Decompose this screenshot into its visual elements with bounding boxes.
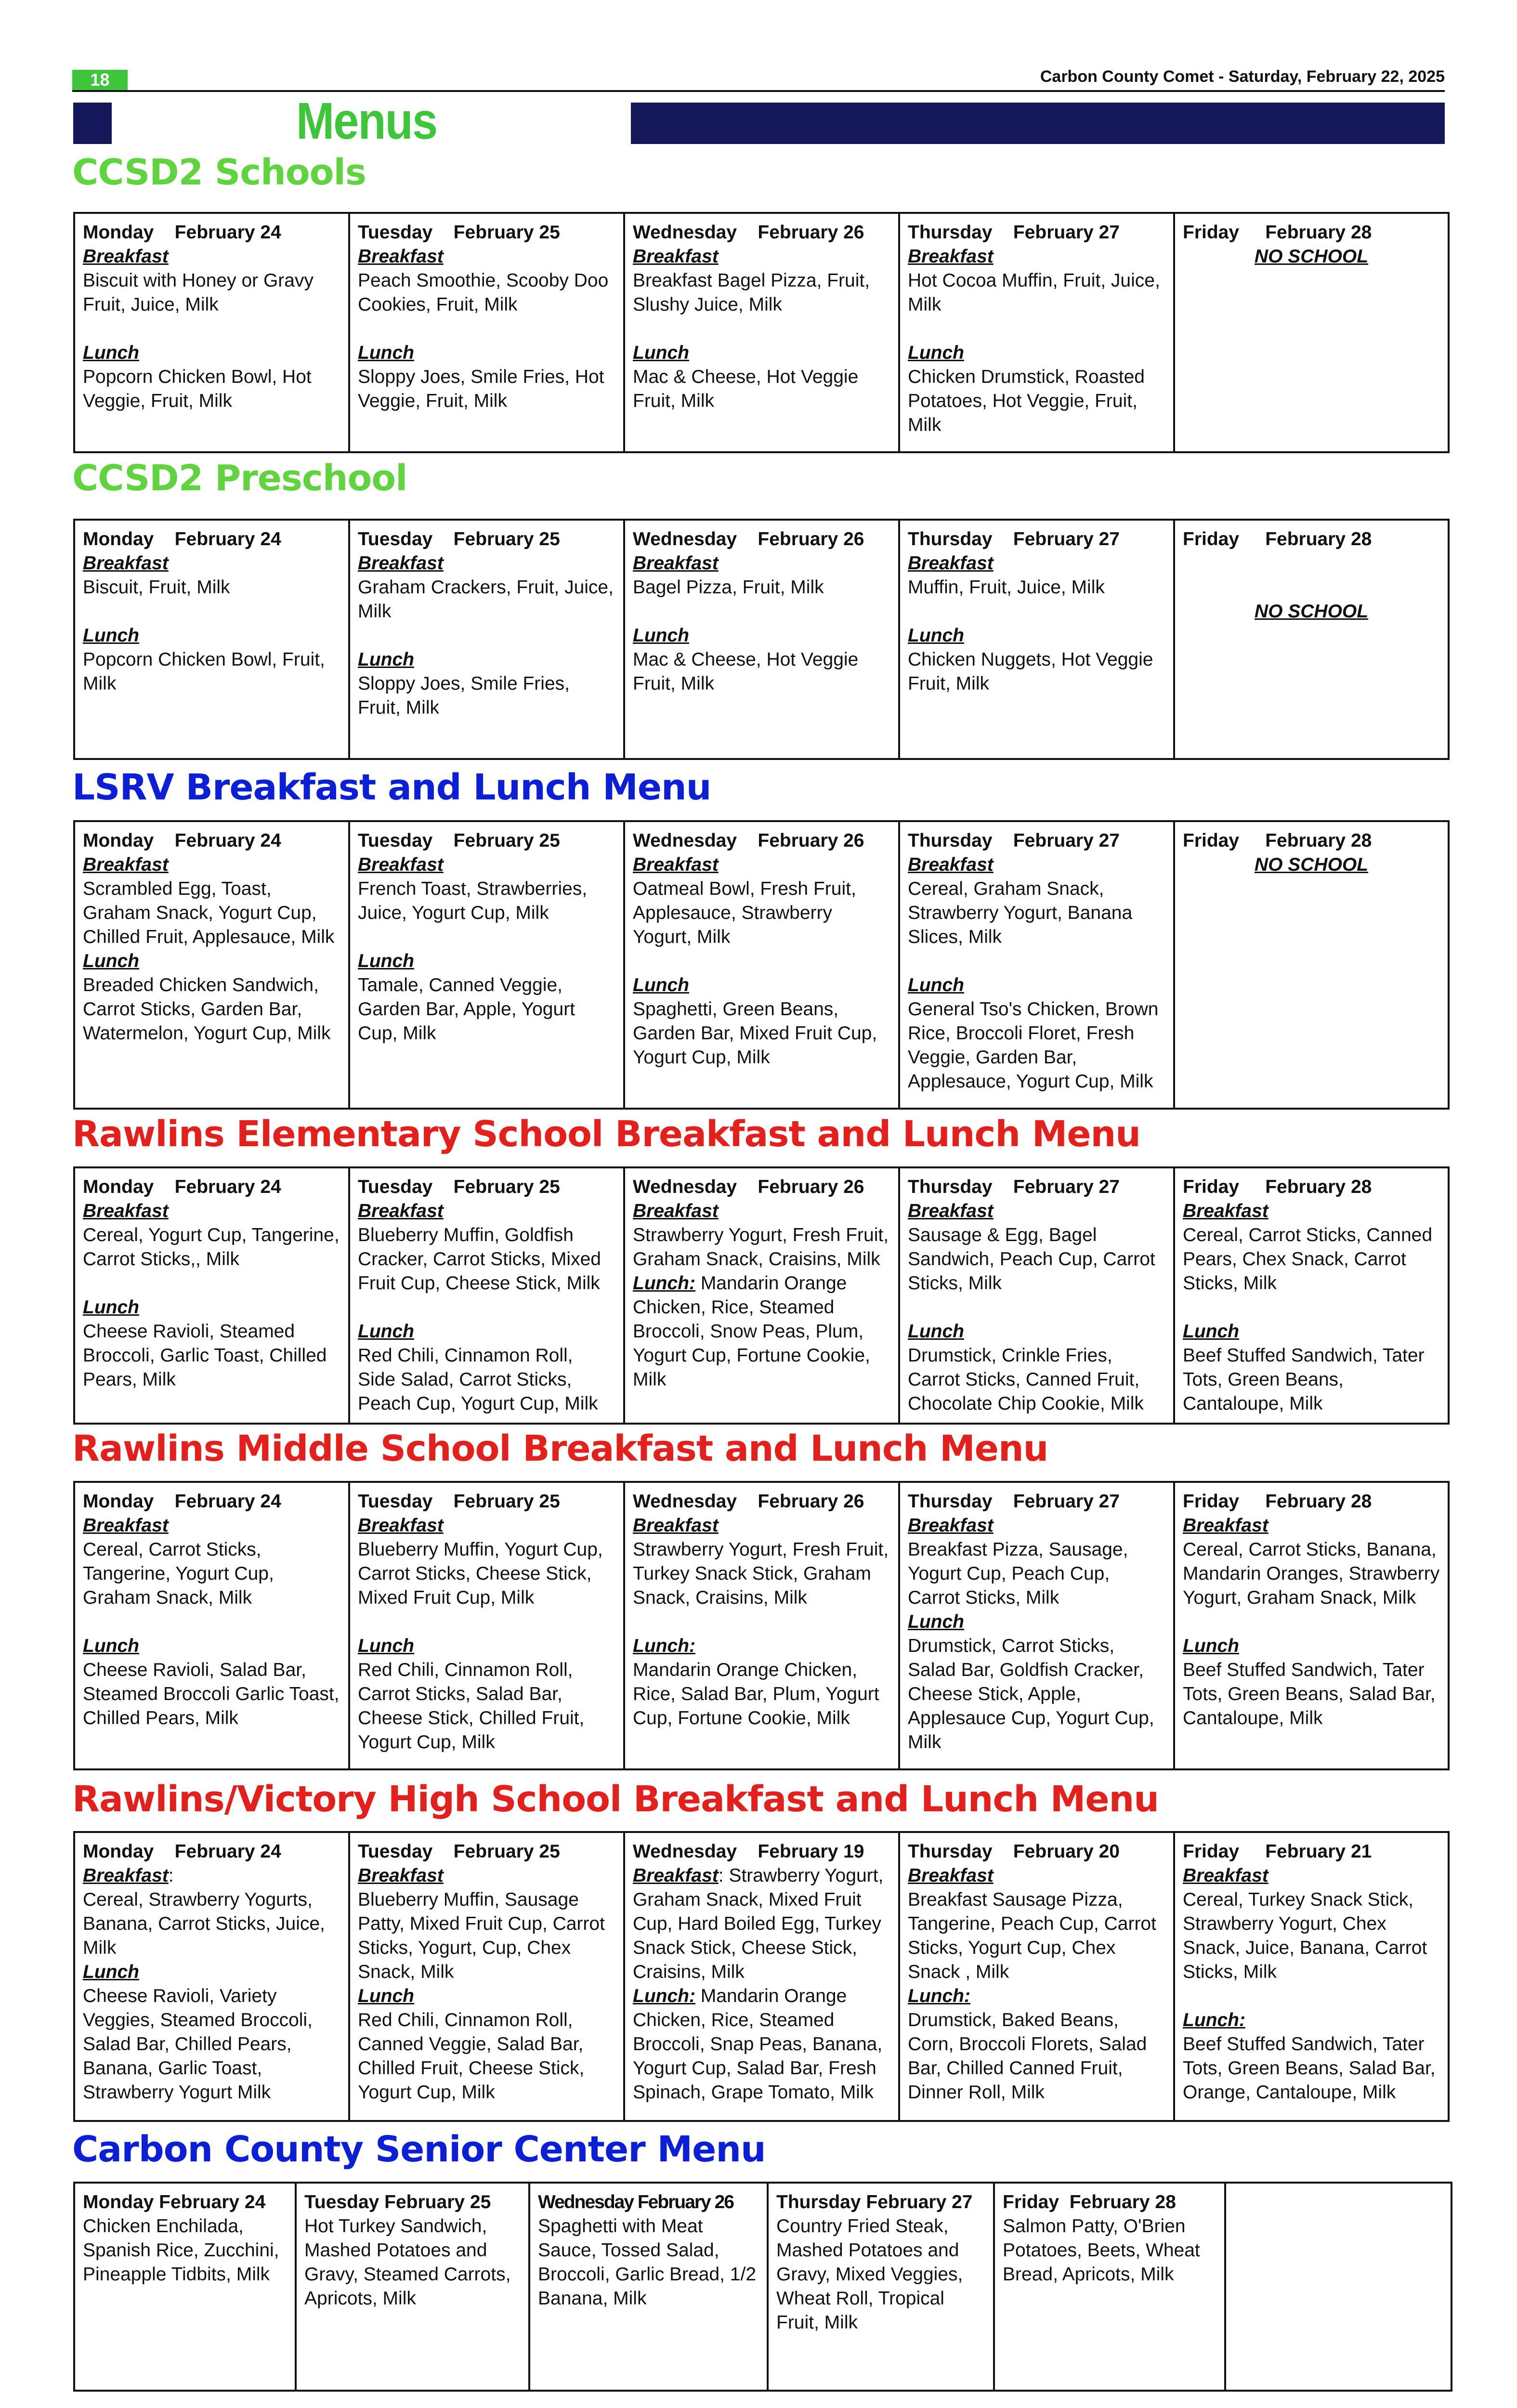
- breakfast-label: Breakfast: [358, 1201, 444, 1221]
- day-cell: [1174, 213, 1449, 452]
- day-header: Tuesday February 25: [304, 2192, 491, 2212]
- breakfast-label-line: [83, 1864, 340, 1888]
- breakfast-label: Breakfast: [633, 246, 719, 267]
- lunch-label: Lunch: [908, 342, 964, 363]
- menu-table-ccsd2-schools: [73, 212, 1450, 453]
- lunch-label: Lunch: [83, 1297, 139, 1318]
- lunch-items: Beef Stuffed Sandwich, Tater Tots, Green Beans, Salad Bar, Cantaloupe, Milk: [1183, 1660, 1436, 1728]
- breakfast-label: Breakfast: [908, 553, 994, 574]
- lunch-items: Mandarin Orange Chicken, Rice, Steamed Broccoli, Snap Peas, Banana, Yogurt Cup, Salad Bar, Fresh Spinach, Grape Tomato, Milk: [633, 1986, 883, 2103]
- day-cell: [624, 1167, 899, 1424]
- breakfast-label: Breakfast: [83, 1865, 169, 1886]
- breakfast-label: Breakfast: [633, 854, 719, 875]
- lunch-label: Lunch:: [633, 1636, 695, 1656]
- menu-table-lsrv: [73, 820, 1450, 1110]
- day-cell: [1174, 821, 1449, 1109]
- day-cell: [624, 213, 899, 452]
- breakfast-items: Biscuit, Fruit, Milk: [83, 577, 230, 598]
- lunch-label: Lunch: [358, 649, 414, 670]
- breakfast-items: Cereal, Yogurt Cup, Tangerine, Carrot Sticks,, Milk: [83, 1225, 340, 1269]
- lunch-items: Mac & Cheese, Hot Veggie Fruit, Milk: [633, 649, 859, 694]
- day-cell: [349, 1832, 624, 2121]
- breakfast-items: Cereal, Carrot Sticks, Banana, Mandarin Oranges, Strawberry Yogurt, Graham Snack, Milk: [1183, 1539, 1440, 1608]
- lunch-items: Popcorn Chicken Bowl, Fruit, Milk: [83, 649, 325, 694]
- day-cell: [349, 1482, 624, 1769]
- breakfast-items: Cereal, Carrot Sticks, Canned Pears, Chex Snack, Carrot Sticks, Milk: [1183, 1225, 1433, 1294]
- day-cell: [899, 1482, 1174, 1769]
- day-cell: [768, 2183, 994, 2391]
- day-cell: [899, 1167, 1174, 1424]
- lunch-label: Lunch:: [1183, 2010, 1245, 2030]
- day-cell: [349, 213, 624, 452]
- day-header: Thursday February 27: [776, 2192, 973, 2212]
- breakfast-items: Breakfast Bagel Pizza, Fruit, Slushy Juice, Milk: [633, 270, 870, 315]
- lunch-label: Lunch: [633, 975, 689, 995]
- section-title-ccsd2-schools: CCSD2 Schools: [72, 152, 366, 193]
- title-block-left: [73, 103, 112, 144]
- menu-items: Spaghetti with Meat Sauce, Tossed Salad, Broccoli, Garlic Bread, 1/2 Banana, Milk: [538, 2216, 757, 2309]
- lunch-label: Lunch: [83, 342, 139, 363]
- breakfast-label: Breakfast: [83, 1201, 169, 1221]
- masthead: Carbon County Comet - Saturday, February 22, 2025: [1040, 67, 1445, 86]
- section-title-lsrv: LSRV Breakfast and Lunch Menu: [72, 767, 711, 808]
- breakfast-items: Blueberry Muffin, Goldfish Cracker, Carrot Sticks, Mixed Fruit Cup, Cheese Stick, Milk: [358, 1225, 601, 1294]
- lunch-label: Lunch: [358, 951, 414, 971]
- lunch-items: Mandarin Orange Chicken, Rice, Steamed Broccoli, Snow Peas, Plum, Yogurt Cup, Fortune Cookie, Milk: [633, 1273, 870, 1390]
- menu-items: Salmon Patty, O'Brien Potatoes, Beets, Wheat Bread, Apricots, Milk: [1003, 2216, 1200, 2285]
- breakfast-label-suffix: :: [168, 1865, 174, 1886]
- lunch-items: Red Chili, Cinnamon Roll, Side Salad, Carrot Sticks, Peach Cup, Yogurt Cup, Milk: [358, 1345, 598, 1414]
- breakfast-label: Breakfast: [633, 553, 719, 574]
- day-header: Thursday February 20: [908, 1841, 1120, 1862]
- breakfast-items: Strawberry Yogurt, Fresh Fruit, Graham Snack, Craisins, Milk: [633, 1225, 889, 1269]
- day-header: Thursday February 27: [908, 1177, 1120, 1197]
- lunch-label: Lunch: [83, 1636, 139, 1656]
- day-header: Thursday February 27: [908, 529, 1120, 550]
- day-cell: [624, 1482, 899, 1769]
- day-header: Monday February 24: [83, 2192, 266, 2212]
- lunch-label: Lunch: [1183, 1636, 1239, 1656]
- menu-items: Chicken Enchilada, Spanish Rice, Zucchini, Pineapple Tidbits, Milk: [83, 2216, 279, 2285]
- lunch-items: Red Chili, Cinnamon Roll, Carrot Sticks, Salad Bar, Cheese Stick, Chilled Fruit, Yogurt Cup, Milk: [358, 1660, 585, 1753]
- lunch-label: Lunch:: [633, 1986, 695, 2006]
- lunch-label: Lunch: [633, 625, 689, 646]
- breakfast-label: Breakfast: [1183, 1865, 1269, 1886]
- lunch-line: [633, 1271, 890, 1392]
- day-cell: [899, 1832, 1174, 2121]
- breakfast-label: Breakfast: [908, 246, 994, 267]
- day-cell: [899, 213, 1174, 452]
- day-cell: [74, 520, 349, 759]
- day-cell: [74, 213, 349, 452]
- breakfast-items: Strawberry Yogurt, Fresh Fruit, Turkey Snack Stick, Graham Snack, Craisins, Milk: [633, 1539, 889, 1608]
- lunch-items: Beef Stuffed Sandwich, Tater Tots, Green Beans, Salad Bar, Orange, Cantaloupe, Milk: [1183, 2034, 1436, 2103]
- lunch-items: General Tso's Chicken, Brown Rice, Broccoli Floret, Fresh Veggie, Garden Bar, Applesauce, Yogurt Cup, Milk: [908, 999, 1159, 1092]
- breakfast-items: Hot Cocoa Muffin, Fruit, Juice, Milk: [908, 270, 1160, 315]
- day-header: Wednesday February 26: [633, 830, 864, 851]
- day-header: Wednesday February 19: [633, 1841, 864, 1862]
- section-title-senior-center: Carbon County Senior Center Menu: [72, 2129, 766, 2170]
- breakfast-label: Breakfast: [1183, 1201, 1269, 1221]
- day-header: Wednesday February 26: [633, 1177, 864, 1197]
- day-cell: [624, 1832, 899, 2121]
- day-cell: [74, 2183, 296, 2391]
- breakfast-items: Peach Smoothie, Scooby Doo Cookies, Fruit, Milk: [358, 270, 609, 315]
- lunch-label: Lunch: [908, 1321, 964, 1342]
- menu-table-rawlins-elementary: [73, 1166, 1450, 1425]
- lunch-items: Chicken Nuggets, Hot Veggie Fruit, Milk: [908, 649, 1153, 694]
- no-school-note: NO SCHOOL: [1254, 246, 1369, 267]
- breakfast-label: Breakfast: [1183, 1515, 1269, 1536]
- day-header: Wednesday February 26: [633, 1491, 864, 1512]
- breakfast-label: Breakfast: [633, 1865, 719, 1886]
- lunch-items: Sloppy Joes, Smile Fries, Hot Veggie, Fruit, Milk: [358, 366, 604, 411]
- breakfast-items: Blueberry Muffin, Yogurt Cup, Carrot Sticks, Cheese Stick, Mixed Fruit Cup, Milk: [358, 1539, 603, 1608]
- lunch-items: Mac & Cheese, Hot Veggie Fruit, Milk: [633, 366, 859, 411]
- section-title-ccsd2-preschool: CCSD2 Preschool: [72, 458, 407, 499]
- day-cell: [624, 821, 899, 1109]
- day-cell: [74, 1832, 349, 2121]
- empty-cell: [1225, 2183, 1452, 2391]
- lunch-items: Spaghetti, Green Beans, Garden Bar, Mixed Fruit Cup, Yogurt Cup, Milk: [633, 999, 877, 1068]
- day-header: Friday February 28: [1003, 2192, 1176, 2212]
- day-header: Friday February 21: [1183, 1841, 1372, 1862]
- lunch-items: Popcorn Chicken Bowl, Hot Veggie, Fruit, Milk: [83, 366, 312, 411]
- day-header: Monday February 24: [83, 1491, 281, 1512]
- day-cell: [899, 520, 1174, 759]
- day-header: Friday February 28: [1183, 1177, 1372, 1197]
- day-header: Friday February 28: [1183, 222, 1372, 243]
- day-cell: [74, 821, 349, 1109]
- breakfast-label: Breakfast: [908, 1865, 994, 1886]
- header-rule: [72, 90, 1445, 92]
- day-cell: [349, 821, 624, 1109]
- lunch-label: Lunch: [83, 1962, 139, 1982]
- lunch-items: Tamale, Canned Veggie, Garden Bar, Apple, Yogurt Cup, Milk: [358, 975, 575, 1044]
- lunch-label: Lunch: [358, 342, 414, 363]
- breakfast-items: Biscuit with Honey or Gravy Fruit, Juice, Milk: [83, 270, 314, 315]
- lunch-line: [633, 1984, 890, 2105]
- day-header: Tuesday February 25: [358, 830, 560, 851]
- lunch-items: Cheese Ravioli, Variety Veggies, Steamed Broccoli, Salad Bar, Chilled Pears, Banana, Garlic Toast, Strawberry Yogurt Milk: [83, 1986, 313, 2103]
- lunch-label: Lunch:: [908, 1986, 970, 2006]
- breakfast-items: Bagel Pizza, Fruit, Milk: [633, 577, 824, 598]
- lunch-items: Sloppy Joes, Smile Fries, Fruit, Milk: [358, 673, 570, 718]
- lunch-items: Beef Stuffed Sandwich, Tater Tots, Green Beans, Cantaloupe, Milk: [1183, 1345, 1425, 1414]
- lunch-items: Cheese Ravioli, Salad Bar, Steamed Broccoli Garlic Toast, Chilled Pears, Milk: [83, 1660, 340, 1728]
- day-cell: [1174, 1167, 1449, 1424]
- breakfast-items: Graham Crackers, Fruit, Juice, Milk: [358, 577, 614, 622]
- day-header: Monday February 24: [83, 830, 281, 851]
- day-cell: [296, 2183, 529, 2391]
- breakfast-label: Breakfast: [358, 1515, 444, 1536]
- lunch-label: Lunch: [908, 975, 964, 995]
- lunch-label: Lunch: [83, 625, 139, 646]
- lunch-label: Lunch: [358, 1321, 414, 1342]
- breakfast-label: Breakfast: [633, 1515, 719, 1536]
- breakfast-items: Breakfast Pizza, Sausage, Yogurt Cup, Peach Cup, Carrot Sticks, Milk: [908, 1539, 1128, 1608]
- day-header: Friday February 28: [1183, 1491, 1372, 1512]
- breakfast-label: Breakfast: [83, 854, 169, 875]
- breakfast-items: French Toast, Strawberries, Juice, Yogurt Cup, Milk: [358, 878, 588, 923]
- day-header: Friday February 28: [1183, 830, 1372, 851]
- breakfast-items: Muffin, Fruit, Juice, Milk: [908, 577, 1105, 598]
- day-header: Monday February 24: [83, 1841, 281, 1862]
- day-cell: [1174, 1832, 1449, 2121]
- breakfast-items: Cereal, Strawberry Yogurts, Banana, Carrot Sticks, Juice, Milk: [83, 1889, 325, 1958]
- breakfast-items: Cereal, Turkey Snack Stick, Strawberry Yogurt, Chex Snack, Juice, Banana, Carrot Sticks, Milk: [1183, 1889, 1427, 1982]
- lunch-items: Drumstick, Carrot Sticks, Salad Bar, Goldfish Cracker, Cheese Stick, Apple, Applesauce Cup, Yogurt Cup, Milk: [908, 1636, 1154, 1753]
- lunch-items: Breaded Chicken Sandwich, Carrot Sticks, Garden Bar, Watermelon, Yogurt Cup, Milk: [83, 975, 331, 1044]
- day-cell: [899, 821, 1174, 1109]
- breakfast-items: Cereal, Carrot Sticks, Tangerine, Yogurt Cup, Graham Snack, Milk: [83, 1539, 274, 1608]
- day-cell: [1174, 1482, 1449, 1769]
- breakfast-label: Breakfast: [908, 854, 994, 875]
- day-cell: [529, 2183, 768, 2391]
- breakfast-label: Breakfast: [358, 854, 444, 875]
- day-header: Monday February 24: [83, 222, 281, 243]
- day-cell: [624, 520, 899, 759]
- page-title: Menus: [296, 92, 437, 150]
- breakfast-items: Breakfast Sausage Pizza, Tangerine, Peach Cup, Carrot Sticks, Yogurt Cup, Chex Snack , Milk: [908, 1889, 1156, 1982]
- day-header: Tuesday February 25: [358, 1177, 560, 1197]
- breakfast-label: Breakfast: [358, 1865, 444, 1886]
- day-header: Tuesday February 25: [358, 529, 560, 550]
- day-cell: [349, 1167, 624, 1424]
- day-cell: [1174, 520, 1449, 759]
- breakfast-label: Breakfast: [908, 1201, 994, 1221]
- day-cell: [74, 1167, 349, 1424]
- breakfast-items: Scrambled Egg, Toast, Graham Snack, Yogurt Cup, Chilled Fruit, Applesauce, Milk: [83, 878, 335, 947]
- lunch-label: Lunch: [358, 1986, 414, 2006]
- day-header: Wednesday February 26: [633, 529, 864, 550]
- lunch-items: Red Chili, Cinnamon Roll, Canned Veggie, Salad Bar, Chilled Fruit, Cheese Stick, Yogurt Cup, Milk: [358, 2010, 585, 2103]
- breakfast-line: [633, 1864, 890, 1984]
- lunch-label: Lunch: [358, 1636, 414, 1656]
- lunch-label: Lunch: [83, 951, 139, 971]
- breakfast-items: Cereal, Graham Snack, Strawberry Yogurt, Banana Slices, Milk: [908, 878, 1133, 947]
- menu-items: Country Fried Steak, Mashed Potatoes and Gravy, Mixed Veggies, Wheat Roll, Tropical Fruit, Milk: [776, 2216, 963, 2333]
- lunch-items: Drumstick, Crinkle Fries, Carrot Sticks, Canned Fruit, Chocolate Chip Cookie, Milk: [908, 1345, 1144, 1414]
- day-header: Thursday February 27: [908, 1491, 1120, 1512]
- breakfast-items: Blueberry Muffin, Sausage Patty, Mixed Fruit Cup, Carrot Sticks, Yogurt, Cup, Chex Snack, Milk: [358, 1889, 605, 1982]
- section-title-rawlins-middle: Rawlins Middle School Breakfast and Lunch Menu: [72, 1428, 1048, 1469]
- lunch-items: Cheese Ravioli, Steamed Broccoli, Garlic Toast, Chilled Pears, Milk: [83, 1321, 327, 1390]
- breakfast-items: Sausage & Egg, Bagel Sandwich, Peach Cup, Carrot Sticks, Milk: [908, 1225, 1155, 1294]
- lunch-items: Mandarin Orange Chicken, Rice, Salad Bar, Plum, Yogurt Cup, Fortune Cookie, Milk: [633, 1660, 879, 1728]
- title-block-right: [631, 103, 1445, 144]
- day-header: Tuesday February 25: [358, 222, 560, 243]
- breakfast-label: Breakfast: [83, 1515, 169, 1536]
- day-header: Monday February 24: [83, 1177, 281, 1197]
- day-header: Thursday February 27: [908, 222, 1120, 243]
- menu-table-rawlins-middle: [73, 1481, 1450, 1770]
- breakfast-label: Breakfast: [633, 1201, 719, 1221]
- day-header: Monday February 24: [83, 529, 281, 550]
- section-title-rawlins-victory-high: Rawlins/Victory High School Breakfast and Lunch Menu: [72, 1779, 1159, 1820]
- lunch-label: Lunch: [633, 342, 689, 363]
- breakfast-label: Breakfast: [83, 246, 169, 267]
- day-header: Friday February 28: [1183, 529, 1372, 550]
- menu-table-ccsd2-preschool: [73, 519, 1450, 760]
- breakfast-label: Breakfast: [83, 553, 169, 574]
- day-header: Thursday February 27: [908, 830, 1120, 851]
- day-header: Wednesday February 26: [633, 222, 864, 243]
- day-header: Tuesday February 25: [358, 1491, 560, 1512]
- menu-items: Hot Turkey Sandwich, Mashed Potatoes and Gravy, Steamed Carrots, Apricots, Milk: [304, 2216, 511, 2309]
- day-cell: [74, 1482, 349, 1769]
- no-school-note: NO SCHOOL: [1254, 854, 1369, 875]
- menu-table-rawlins-victory-high: [73, 1831, 1450, 2122]
- lunch-items: Chicken Drumstick, Roasted Potatoes, Hot Veggie, Fruit, Milk: [908, 366, 1145, 435]
- page-number: 18: [72, 70, 128, 90]
- day-header: Tuesday February 25: [358, 1841, 560, 1862]
- breakfast-label: Breakfast: [358, 246, 444, 267]
- day-cell: [349, 520, 624, 759]
- day-cell: [994, 2183, 1225, 2391]
- lunch-label: Lunch:: [633, 1273, 695, 1294]
- breakfast-label: Breakfast: [908, 1515, 994, 1536]
- section-title-rawlins-elementary: Rawlins Elementary School Breakfast and Lunch Menu: [72, 1113, 1140, 1155]
- breakfast-items: : Strawberry Yogurt, Graham Snack, Mixed Fruit Cup, Hard Boiled Egg, Turkey Snack Stick, Cheese Stick, Craisins, Milk: [633, 1865, 884, 1982]
- day-header: Wednesday February 26: [538, 2192, 733, 2212]
- lunch-items: Drumstick, Baked Beans, Corn, Broccoli Florets, Salad Bar, Chilled Canned Fruit, Dinner Roll, Milk: [908, 2010, 1147, 2103]
- menu-table-senior-center: [73, 2182, 1452, 2392]
- breakfast-items: Oatmeal Bowl, Fresh Fruit, Applesauce, Strawberry Yogurt, Milk: [633, 878, 856, 947]
- lunch-label: Lunch: [908, 1611, 964, 1632]
- no-school-note: NO SCHOOL: [1254, 601, 1369, 622]
- lunch-label: Lunch: [908, 625, 964, 646]
- breakfast-label: Breakfast: [358, 553, 444, 574]
- lunch-label: Lunch: [1183, 1321, 1239, 1342]
